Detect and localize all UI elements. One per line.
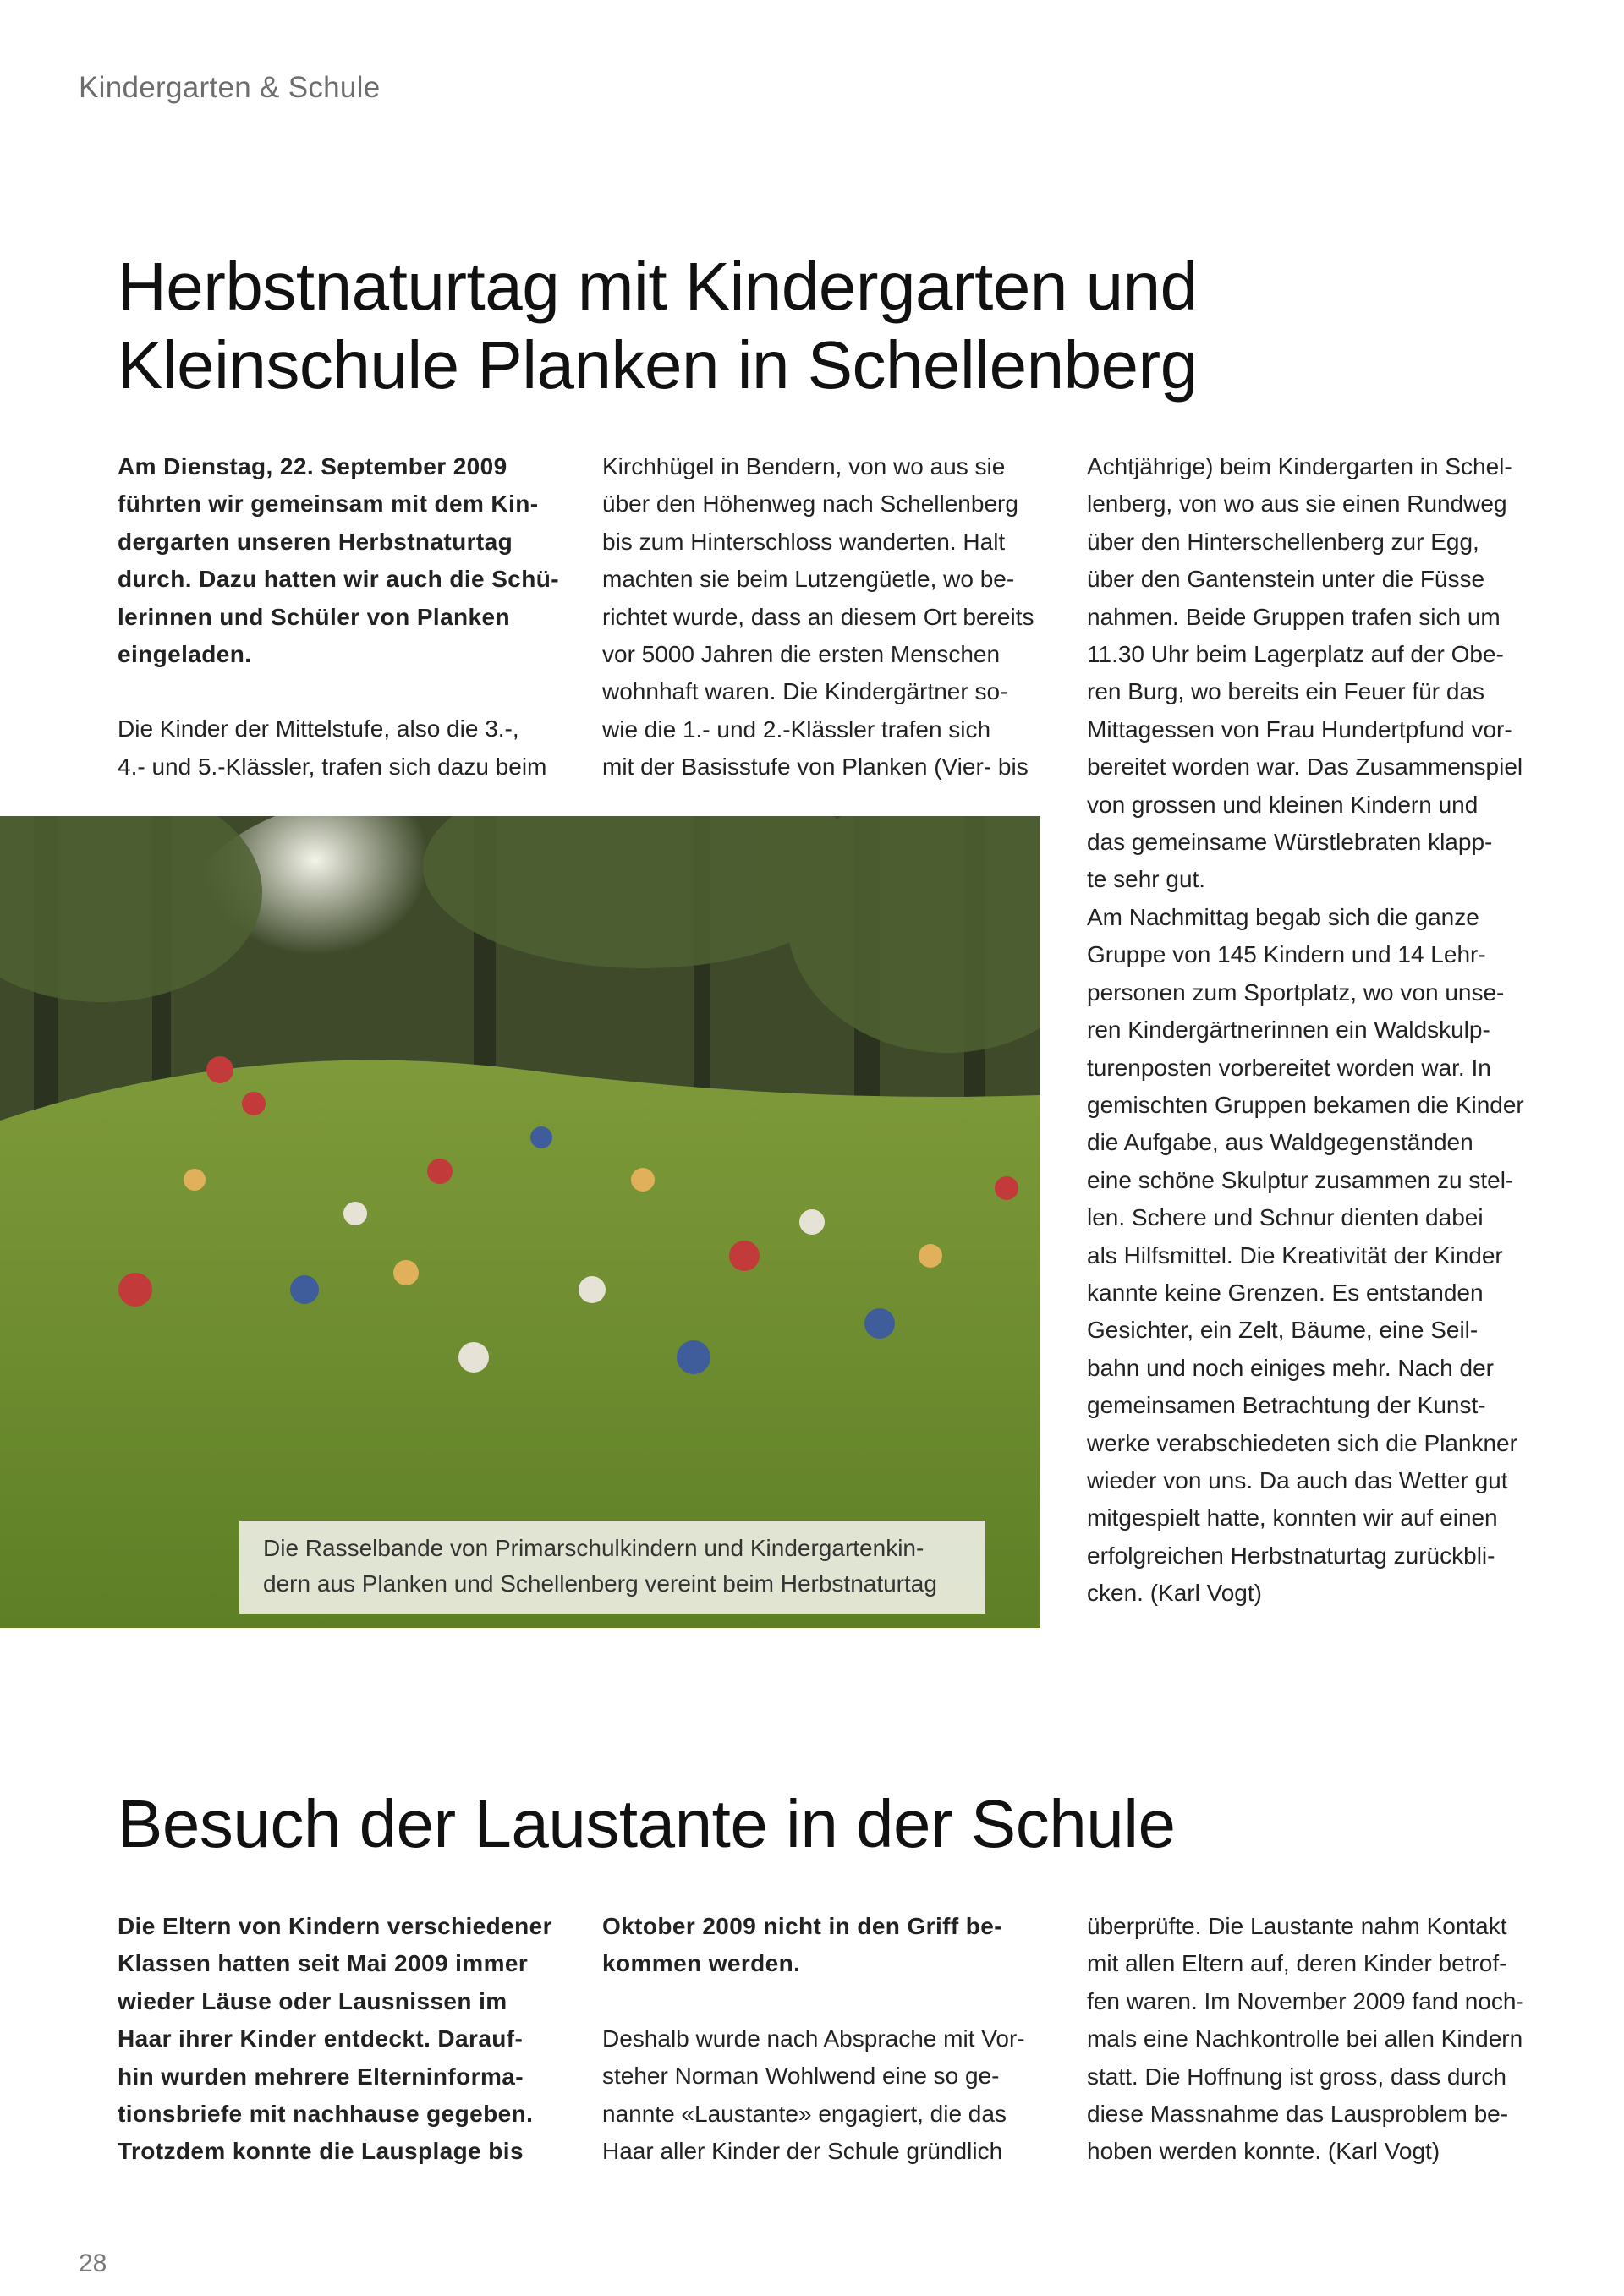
body-line: fen waren. Im November 2009 fand noch- — [1087, 1987, 1524, 2014]
body-line: Am Nachmittag begab sich die ganze — [1087, 903, 1479, 930]
body-line: len. Schere und Schnur dienten dabei — [1087, 1204, 1484, 1231]
group-photo-illustration — [0, 816, 1040, 1628]
lead-line: dergarten unseren Herbstnaturtag — [118, 528, 513, 555]
body-line: das gemeinsame Würstlebraten klapp- — [1087, 829, 1493, 856]
body-line: gemischten Gruppen bekamen die Kinder — [1087, 1091, 1524, 1118]
body-line: hoben werden konnte. (Karl Vogt) — [1087, 2138, 1440, 2165]
body-line: Deshalb wurde nach Absprache mit Vor- — [602, 2025, 1025, 2052]
photo-caption — [239, 1521, 985, 1614]
body-line: kannte keine Grenzen. Es entstanden — [1087, 1279, 1484, 1306]
body-line: wieder von uns. Da auch das Wetter gut — [1087, 1466, 1508, 1493]
body-line: erfolgreichen Herbstnaturtag zurückbli- — [1087, 1542, 1495, 1569]
lead-line: Klassen hatten seit Mai 2009 immer — [118, 1950, 529, 1977]
article1-title-line: Herbstnaturtag mit Kindergarten und — [118, 249, 1198, 324]
lead-line: eingeladen. — [118, 641, 252, 668]
article1-title-line: Kleinschule Planken in Schellenberg — [118, 327, 1198, 403]
lead-line: kommen werden. — [602, 1950, 801, 1977]
body-line: richtet wurde, dass an diesem Ort bereits — [602, 603, 1034, 630]
body-line: steher Norman Wohlwend eine so ge- — [602, 2063, 1000, 2090]
lead-line: hin wurden mehrere Elterninforma- — [118, 2063, 524, 2090]
body-line: Kirchhügel in Bendern, von wo aus sie — [602, 453, 1006, 479]
caption-line: Die Rasselbande von Primarschulkindern und Kindergartenkin- — [263, 1535, 924, 1561]
body-line: Gruppe von 145 Kindern und 14 Lehr- — [1087, 941, 1486, 968]
lead-line: Am Dienstag, 22. September 2009 — [118, 453, 508, 479]
body-line: turenposten vorbereitet worden war. In — [1087, 1054, 1491, 1081]
lead-line: durch. Dazu hatten wir auch die Schü- — [118, 566, 559, 593]
caption-line: dern aus Planken und Schellenberg vereint beim Herbstnaturtag — [263, 1570, 937, 1597]
lead-line: Trotzdem konnte die Lausplage bis — [118, 2138, 524, 2165]
body-line: mitgespielt hatte, konnten wir auf einen — [1087, 1504, 1498, 1532]
body-line: te sehr gut. — [1087, 866, 1206, 893]
body-line: von grossen und kleinen Kindern und — [1087, 791, 1479, 818]
article2-column-3 — [1087, 1908, 1531, 2171]
body-line: eine schöne Skulptur zusammen zu stel- — [1087, 1166, 1514, 1193]
body-line: machten sie beim Lutzengüetle, wo be- — [602, 566, 1015, 593]
article2-lead-continued — [602, 1908, 1046, 1983]
body-line: statt. Die Hoffnung ist gross, dass durch — [1087, 2063, 1506, 2090]
body-line: ren Burg, wo bereits ein Feuer für das — [1087, 678, 1485, 705]
body-line: lenberg, von wo aus sie einen Rundweg — [1087, 490, 1507, 518]
body-line: vor 5000 Jahren die ersten Menschen — [602, 641, 1001, 668]
section-label: Kindergarten & Schule — [79, 71, 381, 104]
article1-lead — [118, 448, 562, 673]
body-line: bereitet worden war. Das Zusammenspiel — [1087, 753, 1523, 781]
body-line: diese Massnahme das Lausproblem be- — [1087, 2101, 1509, 2128]
body-line: 11.30 Uhr beim Lagerplatz auf der Obe- — [1087, 641, 1504, 668]
article2-column-2 — [602, 1908, 1046, 2170]
body-line: mit der Basisstufe von Planken (Vier- bis — [602, 753, 1029, 781]
body-line: über den Hinterschellenberg zur Egg, — [1087, 528, 1479, 555]
group-photo — [0, 816, 1040, 1628]
body-line: Mittagessen von Frau Hundertpfund vor- — [1087, 715, 1512, 743]
lead-line: wieder Läuse oder Lausnissen im — [118, 1987, 508, 2014]
body-line: bis zum Hinterschloss wanderten. Halt — [602, 528, 1006, 555]
body-line: wie die 1.- und 2.-Klässler trafen sich — [602, 715, 991, 743]
body-line: nahmen. Beide Gruppen trafen sich um — [1087, 603, 1501, 630]
body-line: mit allen Eltern auf, deren Kinder betrof- — [1087, 1950, 1507, 1977]
body-line: bahn und noch einiges mehr. Nach der — [1087, 1354, 1494, 1381]
article1-column-1 — [118, 448, 562, 786]
body-line: Die Kinder der Mittelstufe, also die 3.-, — [118, 715, 519, 743]
body-line: 4.- und 5.-Klässler, trafen sich dazu beim — [118, 753, 547, 780]
body-line: gemeinsamen Betrachtung der Kunst- — [1087, 1392, 1486, 1419]
lead-line: führten wir gemeinsam mit dem Kin- — [118, 490, 539, 518]
body-line: nannte «Laustante» engagiert, die das — [602, 2100, 1007, 2127]
article2-lead — [118, 1908, 562, 2171]
body-line: Gesichter, ein Zelt, Bäume, eine Seil- — [1087, 1317, 1479, 1344]
body-line: als Hilfsmittel. Die Kreativität der Kinder — [1087, 1241, 1503, 1269]
article1-column-3 — [1087, 448, 1531, 1613]
body-line: über den Gantenstein unter die Füsse — [1087, 566, 1485, 593]
body-line: mals eine Nachkontrolle bei allen Kindern — [1087, 2025, 1523, 2052]
lead-line: lerinnen und Schüler von Planken — [118, 603, 510, 630]
article1-column-2 — [602, 448, 1046, 786]
article1-title — [118, 247, 1198, 404]
lead-line: Haar ihrer Kinder entdeckt. Darauf- — [118, 2025, 524, 2052]
lead-line: tionsbriefe mit nachhause gegeben. — [118, 2101, 534, 2128]
lead-line: Oktober 2009 nicht in den Griff be- — [602, 1913, 1002, 1939]
page-number: 28 — [79, 2249, 107, 2277]
body-line: wohnhaft waren. Die Kindergärtner so- — [602, 678, 1008, 705]
body-line: über den Höhenweg nach Schellenberg — [602, 490, 1018, 518]
article2-column-1 — [118, 1908, 562, 2171]
body-line: werke verabschiedeten sich die Plankner — [1087, 1429, 1517, 1456]
body-line: die Aufgabe, aus Waldgegenständen — [1087, 1129, 1473, 1156]
body-line: cken. (Karl Vogt) — [1087, 1580, 1262, 1607]
article2-title: Besuch der Laustante in der Schule — [118, 1786, 1176, 1861]
body-line: ren Kindergärtnerinnen ein Waldskulp- — [1087, 1016, 1490, 1044]
body-line: Achtjährige) beim Kindergarten in Schel- — [1087, 453, 1512, 479]
lead-line: Die Eltern von Kindern verschiedener — [118, 1913, 552, 1939]
body-line: personen zum Sportplatz, wo von unse- — [1087, 978, 1505, 1006]
body-line: überprüfte. Die Laustante nahm Kontakt — [1087, 1913, 1507, 1939]
body-line: Haar aller Kinder der Schule gründlich — [602, 2138, 1003, 2165]
